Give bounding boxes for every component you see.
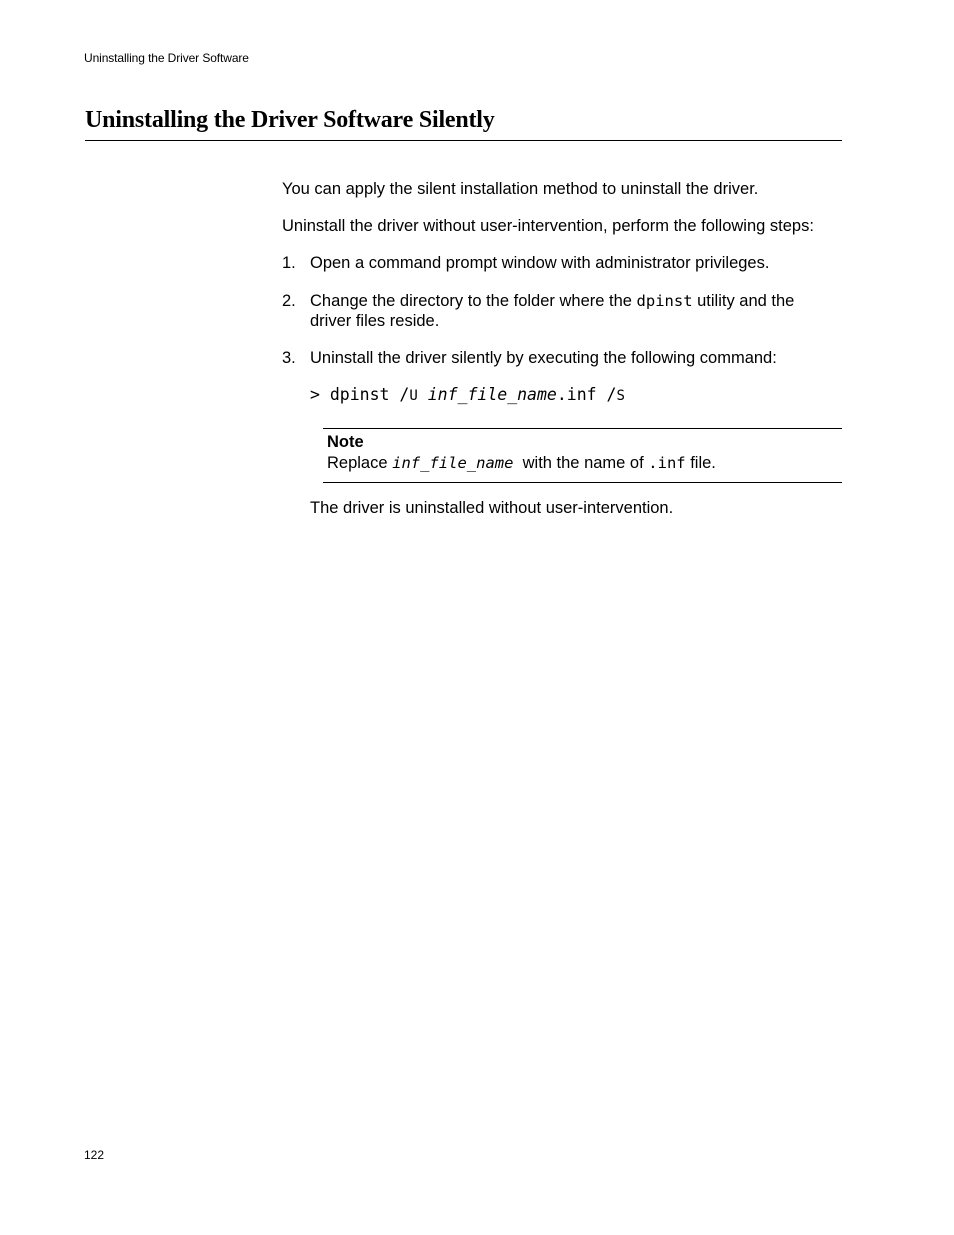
running-header: Uninstalling the Driver Software [84, 51, 249, 65]
note-placeholder: inf_file_name [392, 454, 514, 472]
step-text: Uninstall the driver silently by executing the following command: [310, 349, 777, 367]
page-number: 122 [84, 1148, 105, 1162]
command-flag-u: U [409, 388, 418, 404]
step-text-after: utility and the driver files reside. [310, 292, 795, 330]
note-text-middle: with the name of [513, 454, 649, 472]
note-box [323, 428, 842, 483]
command-prefix: > dpinst / [310, 385, 410, 404]
title-rule [85, 140, 842, 141]
intro-paragraph-2: Uninstall the driver without user-intervention, perform the following steps: [282, 217, 814, 235]
section-title: Uninstalling the Driver Software Silently [85, 107, 495, 133]
result-text: The driver is uninstalled without user-intervention. [310, 499, 674, 517]
command-line [310, 385, 625, 406]
note-text-after: file. [685, 454, 716, 472]
note-extension-code: .inf [648, 454, 686, 472]
command-placeholder: inf_file_name [427, 385, 557, 404]
utility-name-code: dpinst [636, 292, 693, 310]
step-text-before: Change the directory to the folder where the [310, 292, 637, 310]
step-text [310, 291, 830, 331]
step-text: Open a command prompt window with administrator privileges. [310, 254, 770, 272]
step-number: 2. [282, 292, 296, 310]
note-text [327, 453, 716, 473]
note-text-before: Replace [327, 454, 393, 472]
command-space [418, 385, 428, 404]
intro-paragraph-1: You can apply the silent installation method to uninstall the driver. [282, 180, 759, 198]
command-flag-s: S [616, 388, 625, 404]
note-label: Note [327, 433, 364, 451]
command-suffix: .inf / [556, 385, 617, 404]
step-number: 1. [282, 254, 296, 272]
step-number: 3. [282, 349, 296, 367]
